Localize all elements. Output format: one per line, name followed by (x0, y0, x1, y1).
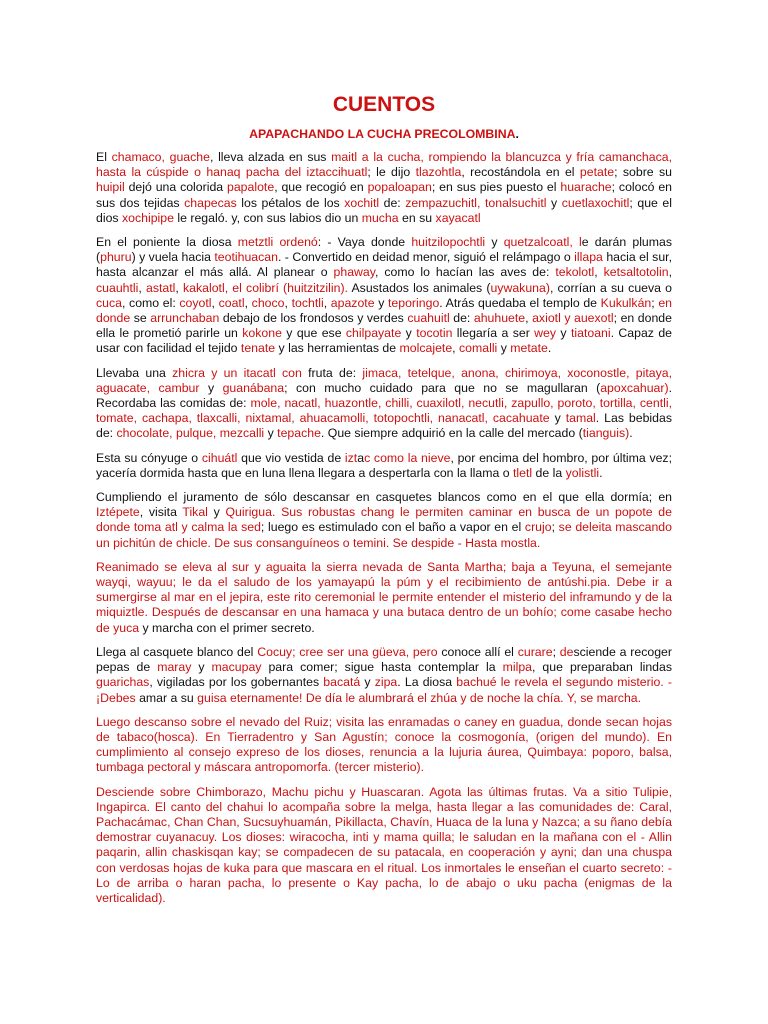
highlighted-text: illapa (574, 250, 603, 265)
highlighted-text: chilpayate (345, 326, 402, 341)
text-run: . (547, 341, 552, 356)
text-run: y (556, 326, 571, 341)
text-run: , (668, 265, 672, 280)
text-run: ; con mucho cuidado para que no se magullaran ( (284, 380, 601, 395)
text-run: , (452, 341, 460, 356)
text-run: . La diosa (397, 675, 457, 690)
document-title: CUENTOS (332, 93, 436, 116)
highlighted-text: mole, nacatl, huazontle, chilli, cuaxilotl, necutli, zapullo, poroto, tortilla, centli, tomate, cachapa, tlaxcalli, nixtamal, ahuacamolli, totopochtli, nanacatl, cacahuate (96, 396, 672, 426)
highlighted-text: huarache (560, 180, 612, 195)
text-run: fruta de: (301, 365, 363, 380)
highlighted-text: tamal (565, 411, 596, 426)
highlighted-text: kakalotl, el colibrí (huitzitzilin). (183, 280, 348, 295)
text-run: . Atrás quedaba el templo de (439, 295, 601, 310)
text-run: de la (532, 465, 566, 480)
highlighted-text: jimaca, tetelque, anona, chirimoya, xoconostle, pitaya, aguacate, cambur (96, 365, 673, 395)
text-run: ; en sus pies puesto el (431, 180, 561, 195)
text-run: y que ese (281, 326, 346, 341)
highlighted-text: guisa eternamente! De día le alumbrará el zhúa y de noche la chía. Y, se marcha. (197, 690, 642, 705)
text-run: y (360, 675, 375, 690)
text-run: ; (551, 520, 559, 535)
text-run: ; le dijo (367, 165, 416, 180)
paragraph (96, 150, 672, 226)
text-run: y (374, 295, 388, 310)
text-run: debajo de los frondosos y verdes (219, 311, 408, 326)
highlighted-text: phaway (333, 265, 375, 280)
highlighted-text: guarichas (96, 675, 150, 690)
text-run: , (323, 295, 331, 310)
text-run: , como el: (121, 295, 180, 310)
highlighted-text: xayacatl (435, 210, 481, 225)
paragraph (96, 645, 672, 706)
text-run: amar a su (135, 690, 198, 705)
document-subtitle (96, 126, 672, 142)
text-run: e darán plumas ( (96, 235, 673, 265)
text-run: ; (651, 295, 659, 310)
text-run: . Que siempre adquirió en la calle del mercado ( (320, 426, 583, 441)
highlighted-text: xochitl (344, 195, 380, 210)
text-run: El (96, 150, 112, 164)
highlighted-text: de (559, 644, 574, 659)
text-run: y (485, 235, 504, 250)
text-run: y marcha con el primer secreto. (139, 620, 315, 635)
highlighted-text: ahuhuete (473, 311, 526, 326)
highlighted-text: popaloapan (367, 180, 432, 195)
text-run: ; luego es estimulado con el baño a vapor en el (260, 520, 525, 535)
highlighted-text: papalote (227, 180, 275, 195)
text-run: los pétalos de los (236, 195, 345, 210)
highlighted-text: choco (251, 295, 285, 310)
document-page (96, 92, 672, 915)
paragraph (96, 715, 672, 776)
highlighted-text: wey (534, 326, 557, 341)
highlighted-text: bachué le revela el segundo misterio. - ¡Debes (96, 675, 672, 705)
text-run: y (401, 326, 417, 341)
text-run: y (199, 380, 223, 395)
text-run: y (497, 341, 511, 356)
highlighted-text: Kukulkán (600, 295, 652, 310)
text-run: . Capaz de usar con facilidad el tejido (96, 326, 672, 356)
highlighted-text: ketsaltotolin (603, 265, 669, 280)
text-run: que vio vestida de (237, 450, 345, 465)
text-run: Llevaba una (96, 365, 173, 380)
highlighted-text: tianguis) (582, 426, 630, 441)
paragraph (96, 785, 672, 907)
text-run: de: (379, 195, 406, 210)
text-run: sciende a recoger pepas de (96, 644, 672, 675)
highlighted-text: petate (579, 165, 615, 180)
highlighted-text: tlazohtla (415, 165, 462, 180)
paragraph (96, 490, 672, 551)
highlighted-text: Luego descanso sobre el nevado del Ruiz; visita las enramadas o caney en guadua, donde secan hojas de tabaco(hosca). En Tierradentro y San Agustín; conoce la cosmogonía, (origen del mundo). En cumplimiento al consejo expreso de los dioses, renuncia a la lujuria áurea, Quimbaya: poporo, balsa, tumbaga pectoral y máscara antropomorfa. (tercer misterio). (96, 714, 672, 775)
text-run: En el poniente la diosa (96, 235, 238, 250)
text-run: : - Vaya donde (317, 235, 412, 250)
highlighted-text: axiotl y auexotl (532, 311, 614, 326)
highlighted-text: maray (157, 660, 192, 675)
text-run: le regaló. y, con sus labios dio un (173, 210, 362, 225)
highlighted-text: metate (510, 341, 548, 356)
highlighted-text: molcajete (399, 341, 453, 356)
highlighted-text: teporingo (388, 295, 440, 310)
text-run: dejó una colorida (124, 180, 227, 195)
text-run: y (264, 426, 278, 441)
highlighted-text: curare (517, 644, 553, 659)
highlighted-text: Cocuy; cree ser una güeva, pero (257, 644, 438, 659)
paragraph (96, 366, 672, 442)
text-run: para comer; sigue hasta contemplar la (261, 660, 503, 675)
text-run: . (629, 426, 633, 441)
text-run: y (549, 411, 566, 426)
highlighted-text: cihuátl (201, 450, 238, 465)
text-run: ; colocó en sus dos tejidas (96, 180, 673, 210)
text-run: , como lo hacían las aves de: (375, 265, 556, 280)
text-run: y (546, 195, 562, 210)
highlighted-text: teotihuacan (214, 250, 278, 265)
text-run: y (207, 505, 226, 520)
text-run: Llega al casquete blanco del (96, 644, 258, 659)
highlighted-text: astatl (146, 280, 176, 295)
highlighted-text: izt (344, 450, 358, 465)
highlighted-text: metztli ordenó (237, 235, 318, 250)
highlighted-text: apazote (330, 295, 375, 310)
text-run: se (130, 311, 151, 326)
text-run: Cumpliendo el juramento de sólo descansar en casquetes blancos como en el que ella dormía; en (96, 490, 672, 505)
text-run: a (357, 450, 365, 465)
text-run: , (594, 265, 604, 280)
text-run: , (284, 295, 292, 310)
highlighted-text: phuru (100, 250, 132, 265)
highlighted-text: cuca (96, 295, 122, 310)
highlighted-text: Quirigua. Sus robustas chang le permiten caminar en busca de un popote de donde toma atl y calma la sed (96, 505, 672, 535)
highlighted-text: coatl (218, 295, 245, 310)
highlighted-text: crujo (524, 520, 552, 535)
highlighted-text: quetzalcoatl, l (503, 235, 582, 250)
text-run: llegaría a ser (452, 326, 535, 341)
text-run: , (138, 280, 146, 295)
highlighted-text: cuetlaxochitl (561, 195, 630, 210)
highlighted-text: bacatá (323, 675, 361, 690)
text-run: , por encima del hombro, por última vez; yacería dormida hasta que en luna llena llegara a despertarla con la llama o (96, 450, 673, 480)
text-run: , (175, 280, 184, 295)
highlighted-text: maitl a la cucha, rompiendo la blancuzca y fría camanchaca, hasta la cúspide o hanaq pacha del iztaccihuatl (96, 150, 673, 180)
highlighted-text: kokone (242, 326, 282, 341)
highlighted-text: tepache (277, 426, 321, 441)
highlighted-text: cuauhtli (96, 280, 139, 295)
text-run: , (244, 295, 252, 310)
highlighted-text: tenate (240, 341, 276, 356)
text-run: . - Convertido en deidad menor, siguió el relámpago o (277, 250, 575, 265)
text-run: . Recordaba las comidas de: (96, 380, 673, 411)
document-body (96, 150, 672, 906)
highlighted-text: huitzilopochtli (411, 235, 486, 250)
highlighted-text: Iztépete (96, 505, 140, 520)
highlighted-text: milpa (502, 660, 532, 675)
highlighted-text: yolistli (565, 465, 600, 480)
text-run: , vigiladas por los gobernantes (149, 675, 324, 690)
highlighted-text: coyotl (179, 295, 212, 310)
highlighted-text: zipa (374, 675, 398, 690)
highlighted-text: se deleita mascando un pichitún de chicle. De sus consanguíneos o temini. Se despide - Hasta mostla. (96, 520, 672, 550)
document-subtitle-text: APAPACHANDO LA CUCHA PRECOLOMBINA (249, 127, 516, 141)
text-run: ; que el dios (96, 195, 673, 225)
document-subtitle-period: . (515, 127, 519, 141)
highlighted-text: xochipipe (121, 210, 174, 225)
text-run: ; sobre su (614, 165, 672, 180)
highlighted-text: zempazuchitl, tonalsuchitl (405, 195, 547, 210)
text-run: , que preparaban lindas (532, 660, 672, 675)
text-run: , (525, 311, 533, 326)
text-run: , que recogió en (274, 180, 368, 195)
text-run: y las herramientas de (275, 341, 400, 356)
text-run: . (599, 465, 603, 480)
text-run: ; en donde ella le prometió parirle un (96, 311, 672, 341)
highlighted-text: uywakuna) (490, 280, 550, 295)
text-run: , lleva alzada en sus (209, 150, 332, 164)
highlighted-text: zhicra y un itacatl con (172, 365, 302, 380)
text-run: conoce allí el (437, 644, 518, 659)
highlighted-text: huipil (96, 180, 125, 195)
highlighted-text: chamaco, guache (111, 150, 210, 164)
text-run: y (191, 660, 212, 675)
highlighted-text: c como la nieve (364, 450, 451, 465)
highlighted-text: tiatoani (570, 326, 611, 341)
paragraph (96, 235, 672, 357)
text-run: Esta su cónyuge o (96, 450, 202, 465)
text-run: , corrían a su cueva o (549, 280, 673, 295)
highlighted-text: chapecas (184, 195, 237, 210)
paragraph (96, 560, 672, 636)
highlighted-text: tekolotl (555, 265, 595, 280)
highlighted-text: comalli (459, 341, 498, 356)
text-run: . Las bebidas de: (96, 411, 672, 441)
paragraph (96, 451, 672, 481)
highlighted-text: tletl (512, 465, 533, 480)
text-run: hacia el sur, hasta alcanzar el más allá. Al planear o (96, 250, 672, 280)
highlighted-text: apoxcahuar) (600, 380, 669, 395)
highlighted-text: Reanimado se eleva al sur y aguaita la sierra nevada de Santa Martha; baja a Teyuna, el semejante wayqi, wayuu; le da el saludo de los yamayapú la púm y el recibimiento de antúshi.pia. Debe ir a sumergirse al mar en el jepira, este rito ceremonial le permite entender el misterio del inframundo y de la miquiztle. Después de descansar en una hamaca y una butaca dentro de un bohío; come casabe hecho de yuca (96, 559, 672, 635)
highlighted-text: en donde (96, 295, 673, 326)
highlighted-text: arrunchaban (150, 311, 220, 326)
highlighted-text: tocotin (416, 326, 453, 341)
text-run: ) y vuela hacia (131, 250, 215, 265)
text-run: , (211, 295, 219, 310)
highlighted-text: chocolate, pulque, mezcalli (116, 426, 265, 441)
text-run: ; (552, 644, 560, 659)
text-run: en su (398, 210, 436, 225)
text-run: , visita (139, 505, 183, 520)
highlighted-text: guanábana (222, 380, 285, 395)
text-run: Asustados los animales ( (347, 280, 491, 295)
highlighted-text: Tikal (182, 505, 208, 520)
highlighted-text: mucha (361, 210, 399, 225)
highlighted-text: Desciende sobre Chimborazo, Machu pichu y Huascaran. Agota las últimas frutas. Va a sitio Tulipie, Ingapirca. El canto del chahui lo acompaña sobre la melga, hasta llegar a las comunidades de: Caral, Pachacámac, Chan Chan, Sucsuyhuamán, Pikillacta, Chavín, Huaca de la luna y Nazca; a su ñano debía demostrar cuyanacuy. Los dioses: wiracocha, inti y mama quilla; le saludan en la mañana con el - Allin paqarin, allin chaskisqan kay; se compadecen de su patacala, en cooperación y ayni; dan una chuspa con verdosas hojas de kuka para que mascara en el ritual. Los inmortales le enseñan el cuarto secreto: - Lo de arriba o haran pacha, lo presente o Kay pacha, lo de abajo o uku pacha (enigmas de la verticalidad). (96, 784, 672, 905)
text-run: , recostándola en el (461, 165, 580, 180)
text-run: de: (449, 311, 474, 326)
highlighted-text: tochtli (291, 295, 324, 310)
highlighted-text: cuahuitl (407, 311, 450, 326)
highlighted-text: macupay (211, 660, 262, 675)
